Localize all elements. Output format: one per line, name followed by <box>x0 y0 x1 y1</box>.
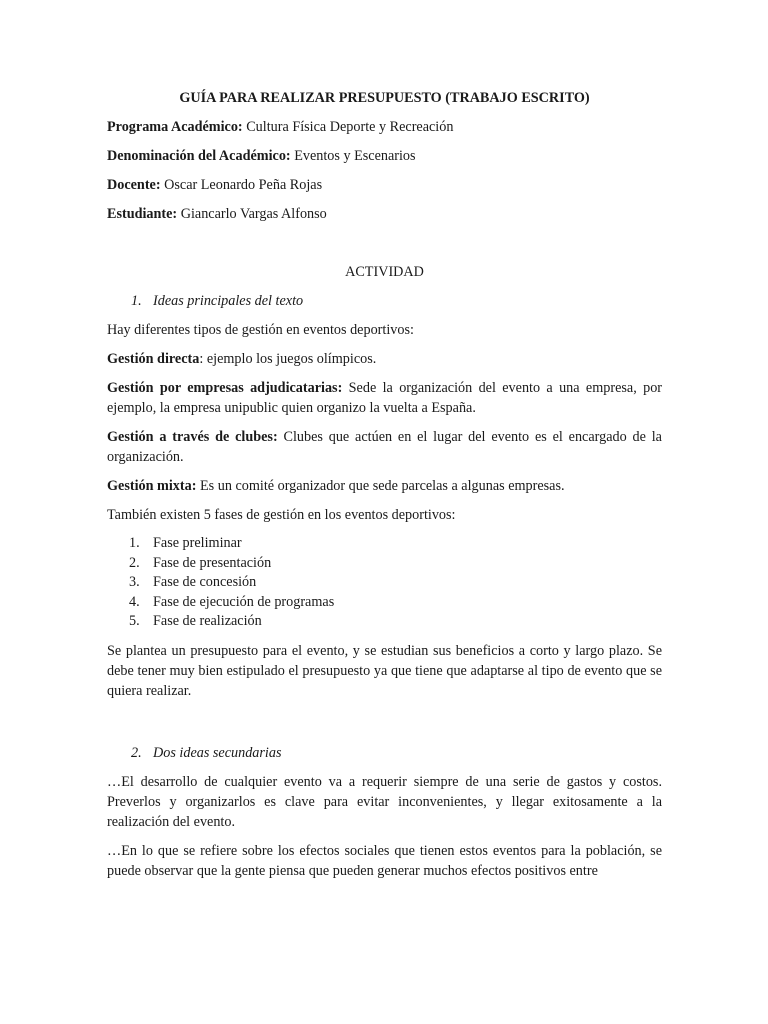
section-1-closing: Se plantea un presupuesto para el evento, y se estudian sus beneficios a corto y largo plazo. Se debe tener muy bien estipulado el presupuesto ya que tiene que adaptarse al tipo de evento que se quiera realizar. <box>107 642 662 699</box>
gestion-item-mixta <box>107 476 662 496</box>
section-title: Dos ideas secundarias <box>153 744 282 761</box>
section-title: Ideas principales del texto <box>153 293 304 309</box>
document-title: GUÍA PARA REALIZAR PRESUPUESTO (TRABAJO ESCRITO) <box>179 90 590 106</box>
section-1-intro: Hay diferentes tipos de gestión en eventos deportivos: <box>107 322 414 338</box>
section-2-paragraph: …El desarrollo de cualquier evento va a requerir siempre de una serie de gastos y costos. Preverlos y organizarlos es clave para evitar inconvenientes, y llegar exitosamente a la realización del evento. <box>107 773 662 830</box>
gestion-label: Gestión por empresas adjudicatarias: <box>107 380 343 396</box>
phases-list <box>107 534 662 632</box>
spacer <box>107 710 662 743</box>
gestion-text: Sede la organización del evento a una empresa, por ejemplo, la empresa unipublic quien organizo la vuelta a España. <box>107 380 663 416</box>
field-label: Programa Académico: <box>107 119 243 135</box>
field-label: Estudiante: <box>107 206 178 222</box>
list-item: 2. Fase de presentación <box>129 554 272 571</box>
field-estudiante <box>107 204 662 224</box>
gestion-label: Gestión directa <box>107 351 200 367</box>
field-programa <box>107 117 662 137</box>
gestion-label: Gestión mixta: <box>107 478 197 494</box>
field-docente <box>107 175 662 195</box>
field-denominacion <box>107 146 662 166</box>
gestion-item-directa <box>107 349 662 369</box>
activity-heading: ACTIVIDAD <box>345 264 424 280</box>
list-item: 1. Fase preliminar <box>129 535 242 551</box>
list-item: 4. Fase de ejecución de programas <box>129 593 335 610</box>
section-2-heading <box>107 743 662 763</box>
phases-intro: También existen 5 fases de gestión en los eventos deportivos: <box>107 507 456 523</box>
list-item: 3. Fase de concesión <box>129 574 257 590</box>
field-value: Giancarlo Vargas Alfonso <box>180 206 327 222</box>
document-page <box>107 88 662 890</box>
gestion-label: Gestión a través de clubes: <box>107 429 278 445</box>
section-1-heading <box>107 291 662 311</box>
list-item: 5. Fase de realización <box>129 613 262 629</box>
section-2-paragraph: …En lo que se refiere sobre los efectos sociales que tienen estos eventos para la población, se puede observar que la gente piensa que pueden generar muchos efectos positivos entre <box>107 842 662 879</box>
gestion-text: Clubes que actúen en el lugar del evento es el encargado de la organización. <box>107 429 662 465</box>
field-value: Oscar Leonardo Peña Rojas <box>164 177 323 193</box>
gestion-text: : ejemplo los juegos olímpicos. <box>199 351 377 367</box>
section-number: 1. <box>131 293 142 309</box>
field-value: Eventos y Escenarios <box>294 148 416 164</box>
gestion-item-clubes <box>107 427 662 467</box>
field-label: Denominación del Académico: <box>107 148 291 164</box>
gestion-text: Es un comité organizador que sede parcelas a algunas empresas. <box>196 478 565 494</box>
field-label: Docente: <box>107 177 161 193</box>
section-number: 2. <box>131 744 142 761</box>
field-value: Cultura Física Deporte y Recreación <box>246 119 454 135</box>
gestion-item-empresas <box>107 378 662 418</box>
